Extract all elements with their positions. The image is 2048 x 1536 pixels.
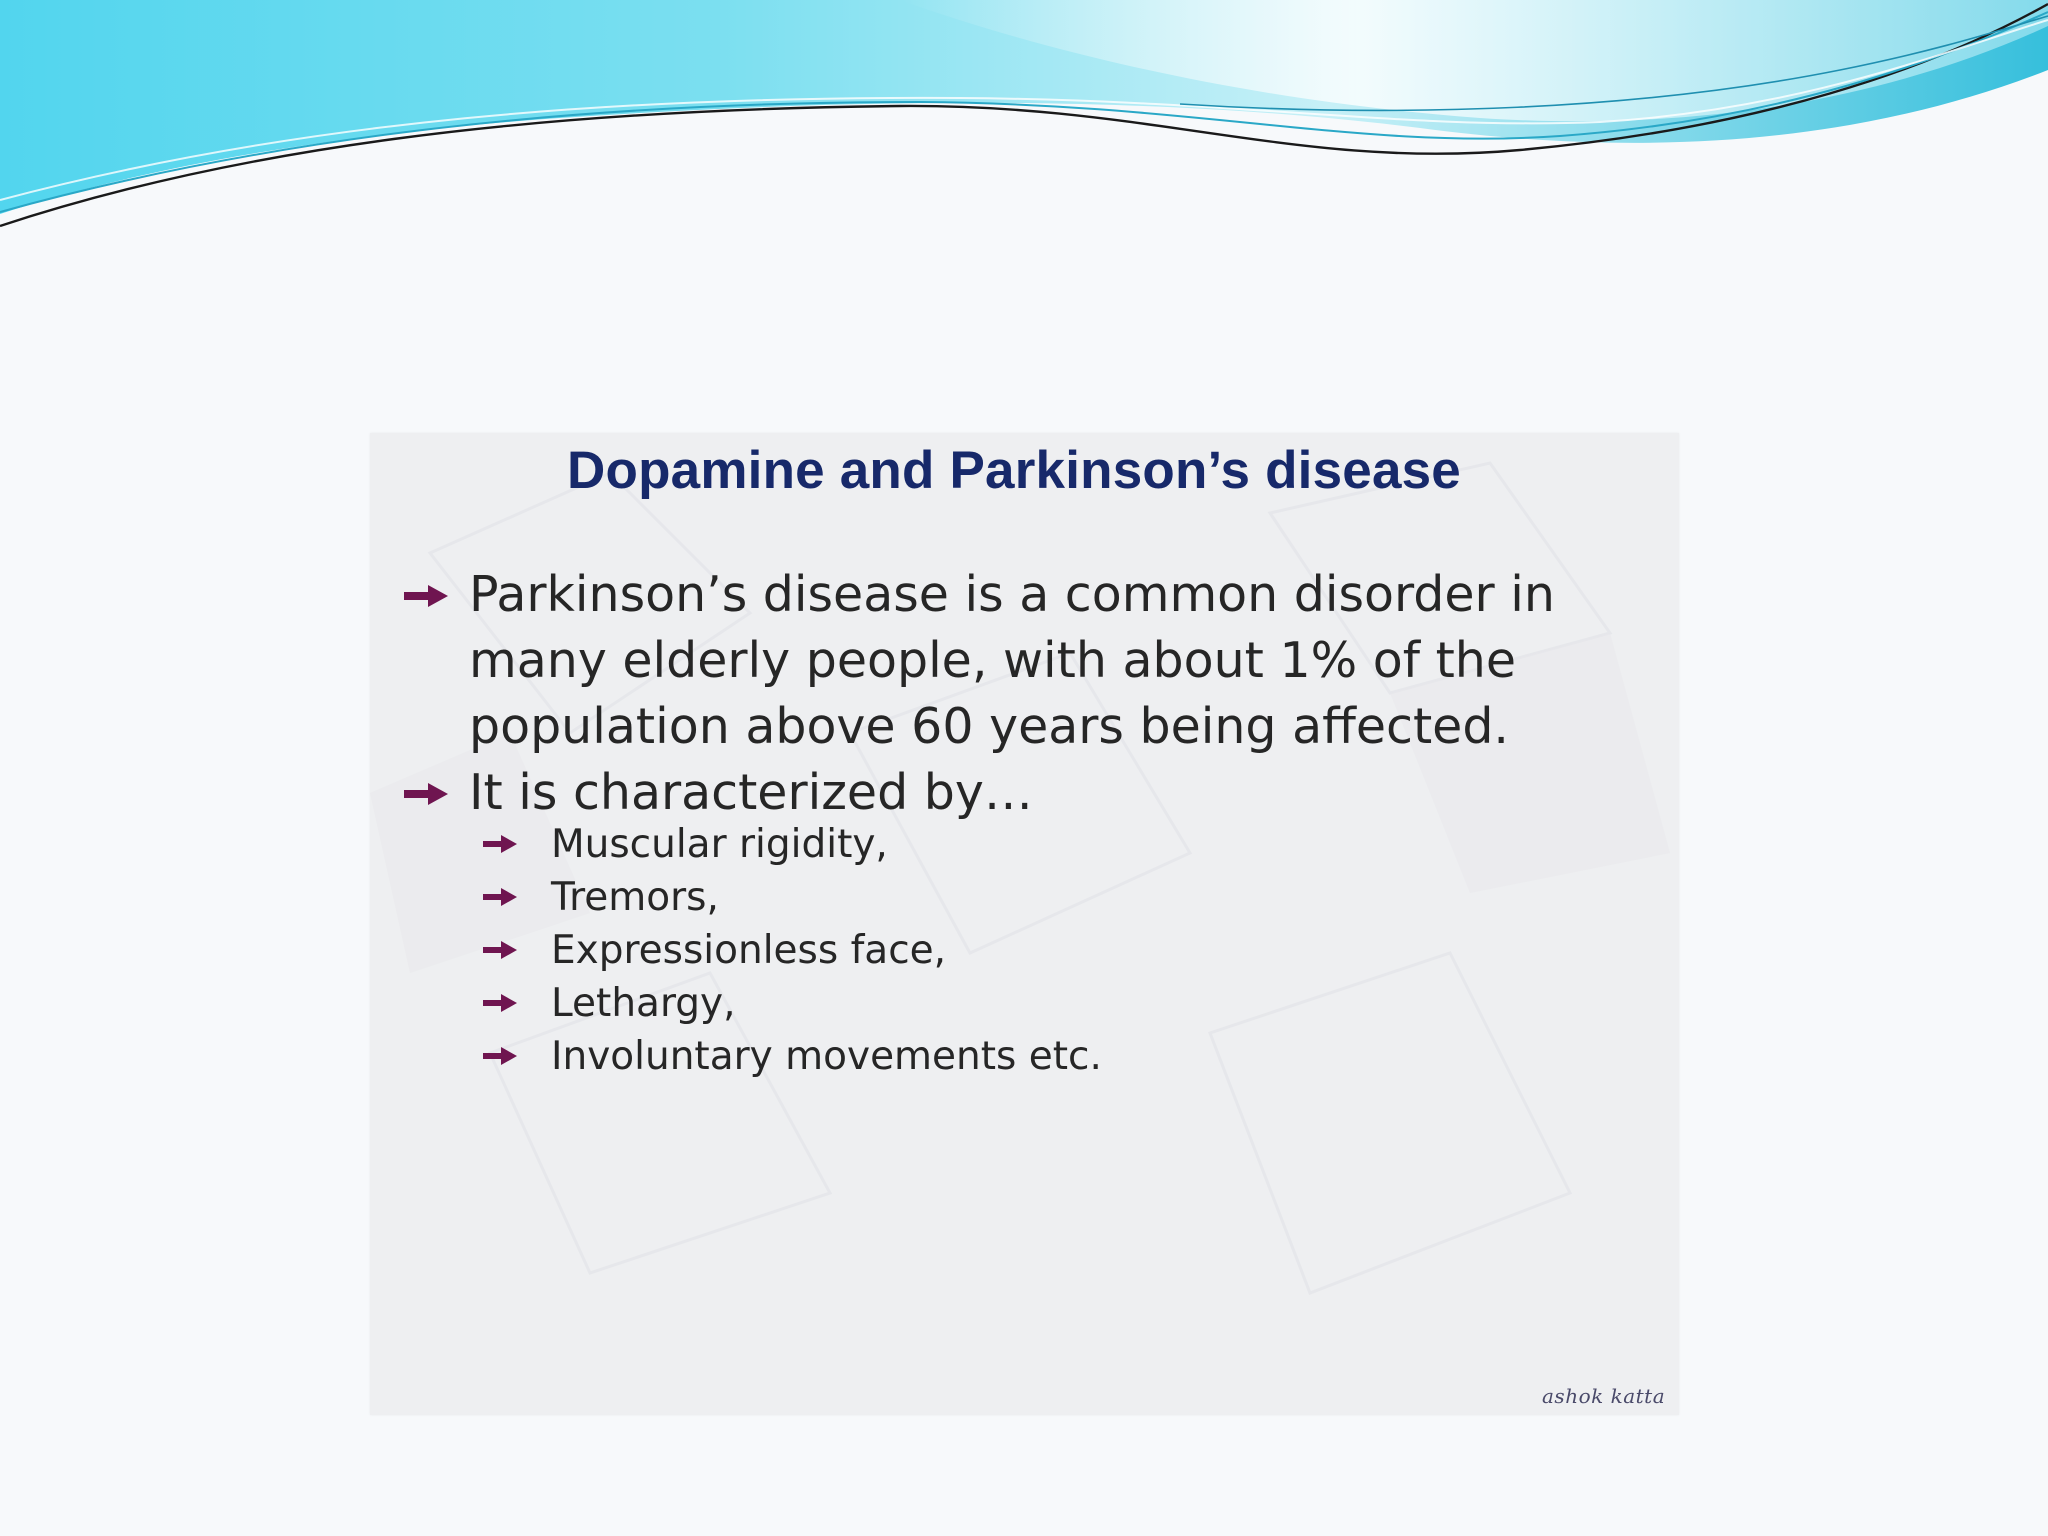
slide-title: Dopamine and Parkinson’s disease [567, 441, 1461, 500]
list-item: It is characterized by… [400, 760, 1640, 826]
header-wave-decoration [0, 0, 2048, 240]
right-arrow-icon [482, 1046, 518, 1066]
svg-text:ashok katta: ashok katta [1542, 1384, 1666, 1408]
right-arrow-icon [402, 781, 450, 807]
list-item: Muscular rigidity, [480, 818, 1102, 871]
list-item: Lethargy, [480, 977, 1102, 1030]
sub-bullet-list [480, 818, 1102, 1083]
bullet-list [400, 562, 1640, 826]
list-item: Parkinson’s disease is a common disorder in many elderly people, with about 1% of the population above 60 years being affected. [400, 562, 1640, 760]
author-signature [1540, 1382, 1670, 1410]
right-arrow-icon [482, 887, 518, 907]
list-item: Involuntary movements etc. [480, 1030, 1102, 1083]
right-arrow-icon [482, 940, 518, 960]
right-arrow-icon [482, 834, 518, 854]
right-arrow-icon [402, 583, 450, 609]
list-item: Tremors, [480, 871, 1102, 924]
right-arrow-icon [482, 993, 518, 1013]
list-item: Expressionless face, [480, 924, 1102, 977]
